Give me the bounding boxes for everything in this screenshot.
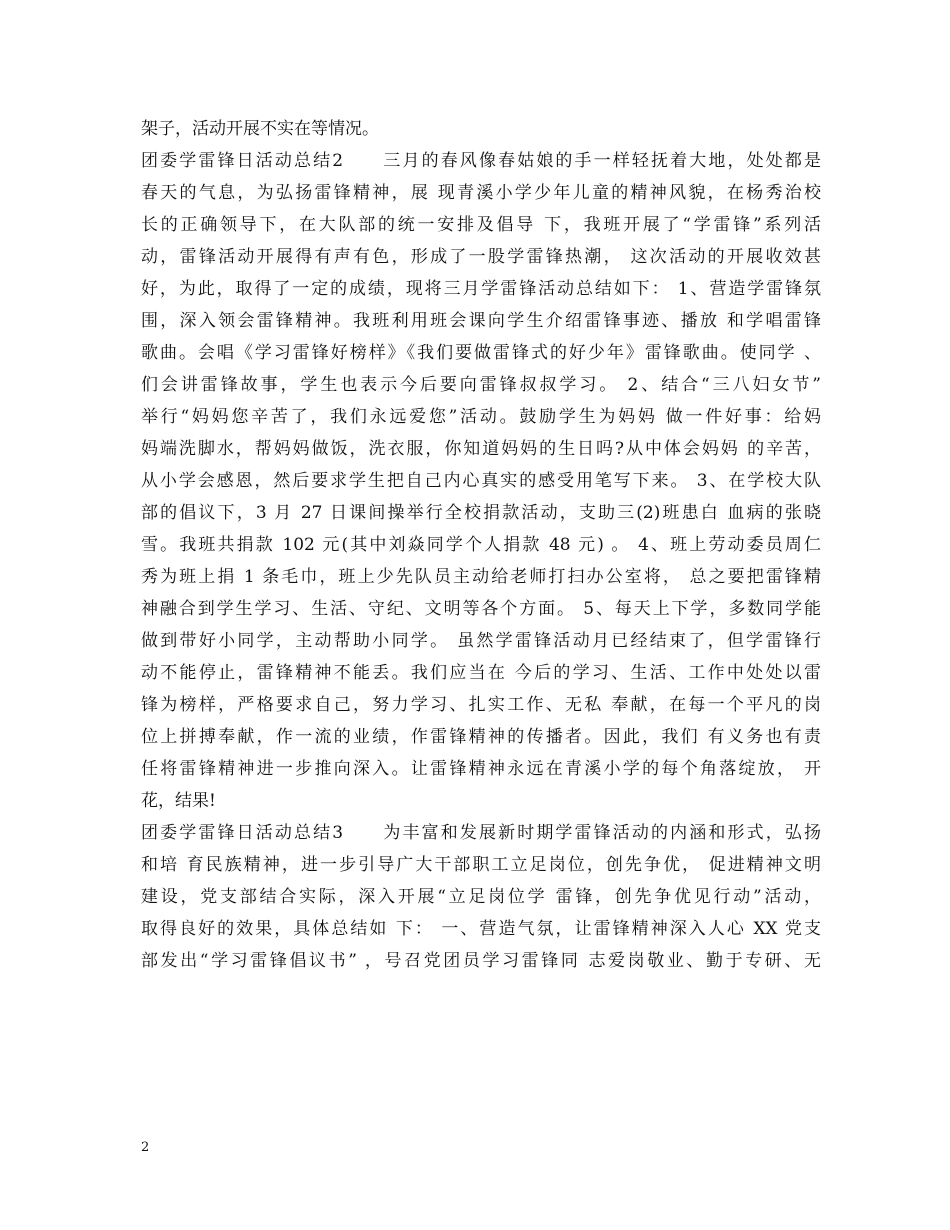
text-line: 动，雷锋活动开展得有声有色，形成了一股学雷锋热潮， 这次活动的开展收效甚 xyxy=(141,247,821,267)
body-text xyxy=(141,113,821,977)
text-line: 们会讲雷锋故事，学生也表示今后要向雷锋叔叔学习。 2、结合“三八妇女节” xyxy=(141,375,821,395)
text-line: 围，深入领会雷锋精神。我班利用班会课向学生介绍雷锋事迹、播放 和学唱雷锋 xyxy=(141,311,821,331)
text-line: 团委学雷锋日活动总结3 为丰富和发展新时期学雷锋活动的内涵和形式，弘扬 xyxy=(141,823,821,843)
text-line: 花，结果! xyxy=(141,791,216,811)
text-line: 长的正确领导下，在大队部的统一安排及倡导 下，我班开展了“学雷锋”系列活 xyxy=(141,215,821,235)
text-line: 部的倡议下，3 月 27 日课间操举行全校捐款活动，支助三(2)班患白 血病的张晓 xyxy=(141,503,821,523)
text-line: 做到带好小同学，主动帮助小同学。 虽然学雷锋活动月已经结束了，但学雷锋行 xyxy=(141,631,821,651)
text-line: 架子，活动开展不实在等情况。 xyxy=(141,119,379,139)
text-line: 和培 育民族精神，进一步引导广大干部职工立足岗位，创先争优， 促进精神文明 xyxy=(141,855,821,875)
text-line: 秀为班上捐 1 条毛巾，班上少先队员主动给老师打扫办公室将， 总之要把雷锋精 xyxy=(141,567,821,587)
text-line: 神融合到学生学习、生活、守纪、文明等各个方面。 5、每天上下学，多数同学能 xyxy=(141,599,821,619)
text-line: 雪。我班共捐款 102 元(其中刘焱同学个人捐款 48 元) 。 4、班上劳动委员周仁 xyxy=(141,535,821,555)
text-line: 歌曲。会唱《学习雷锋好榜样》《我们要做雷锋式的好少年》雷锋歌曲。使同学 、 xyxy=(141,343,821,363)
page-number: 2 xyxy=(141,1140,150,1155)
text-line: 取得良好的效果，具体总结如 下： 一、营造气氛，让雷锋精神深入人心 XX 党支 xyxy=(141,919,821,939)
text-line: 从小学会感恩，然后要求学生把自己内心真实的感受用笔写下来。 3、在学校大队 xyxy=(141,471,821,491)
text-line: 团委学雷锋日活动总结2 三月的春风像春姑娘的手一样轻抚着大地，处处都是 xyxy=(141,151,821,171)
text-line: 任将雷锋精神进一步推向深入。让雷锋精神永远在青溪小学的每个角落绽放， 开 xyxy=(141,759,821,779)
text-line: 锋为榜样，严格要求自己，努力学习、扎实工作、无私 奉献，在每一个平凡的岗 xyxy=(141,695,821,715)
text-line: 动不能停止，雷锋精神不能丢。我们应当在 今后的学习、生活、工作中处处以雷 xyxy=(141,663,821,683)
text-line: 建设，党支部结合实际，深入开展“立足岗位学 雷锋，创先争优见行动”活动， xyxy=(141,887,821,907)
text-line: 位上拼搏奉献，作一流的业绩，作雷锋精神的传播者。因此，我们 有义务也有责 xyxy=(141,727,821,747)
text-line: 春天的气息，为弘扬雷锋精神，展 现青溪小学少年儿童的精神风貌，在杨秀治校 xyxy=(141,183,821,203)
text-line: 妈端洗脚水，帮妈妈做饭，洗衣服，你知道妈妈的生日吗?从中体会妈妈 的辛苦， xyxy=(141,439,821,459)
text-line: 部发出“学习雷锋倡议书” ，号召党团员学习雷锋同 志爱岗敬业、勤于专研、无 xyxy=(141,951,821,971)
text-line: 好，为此，取得了一定的成绩，现将三月学雷锋活动总结如下： 1、营造学雷锋氛 xyxy=(141,279,821,299)
text-line: 举行“妈妈您辛苦了，我们永远爱您”活动。鼓励学生为妈妈 做一件好事：给妈 xyxy=(141,407,821,427)
